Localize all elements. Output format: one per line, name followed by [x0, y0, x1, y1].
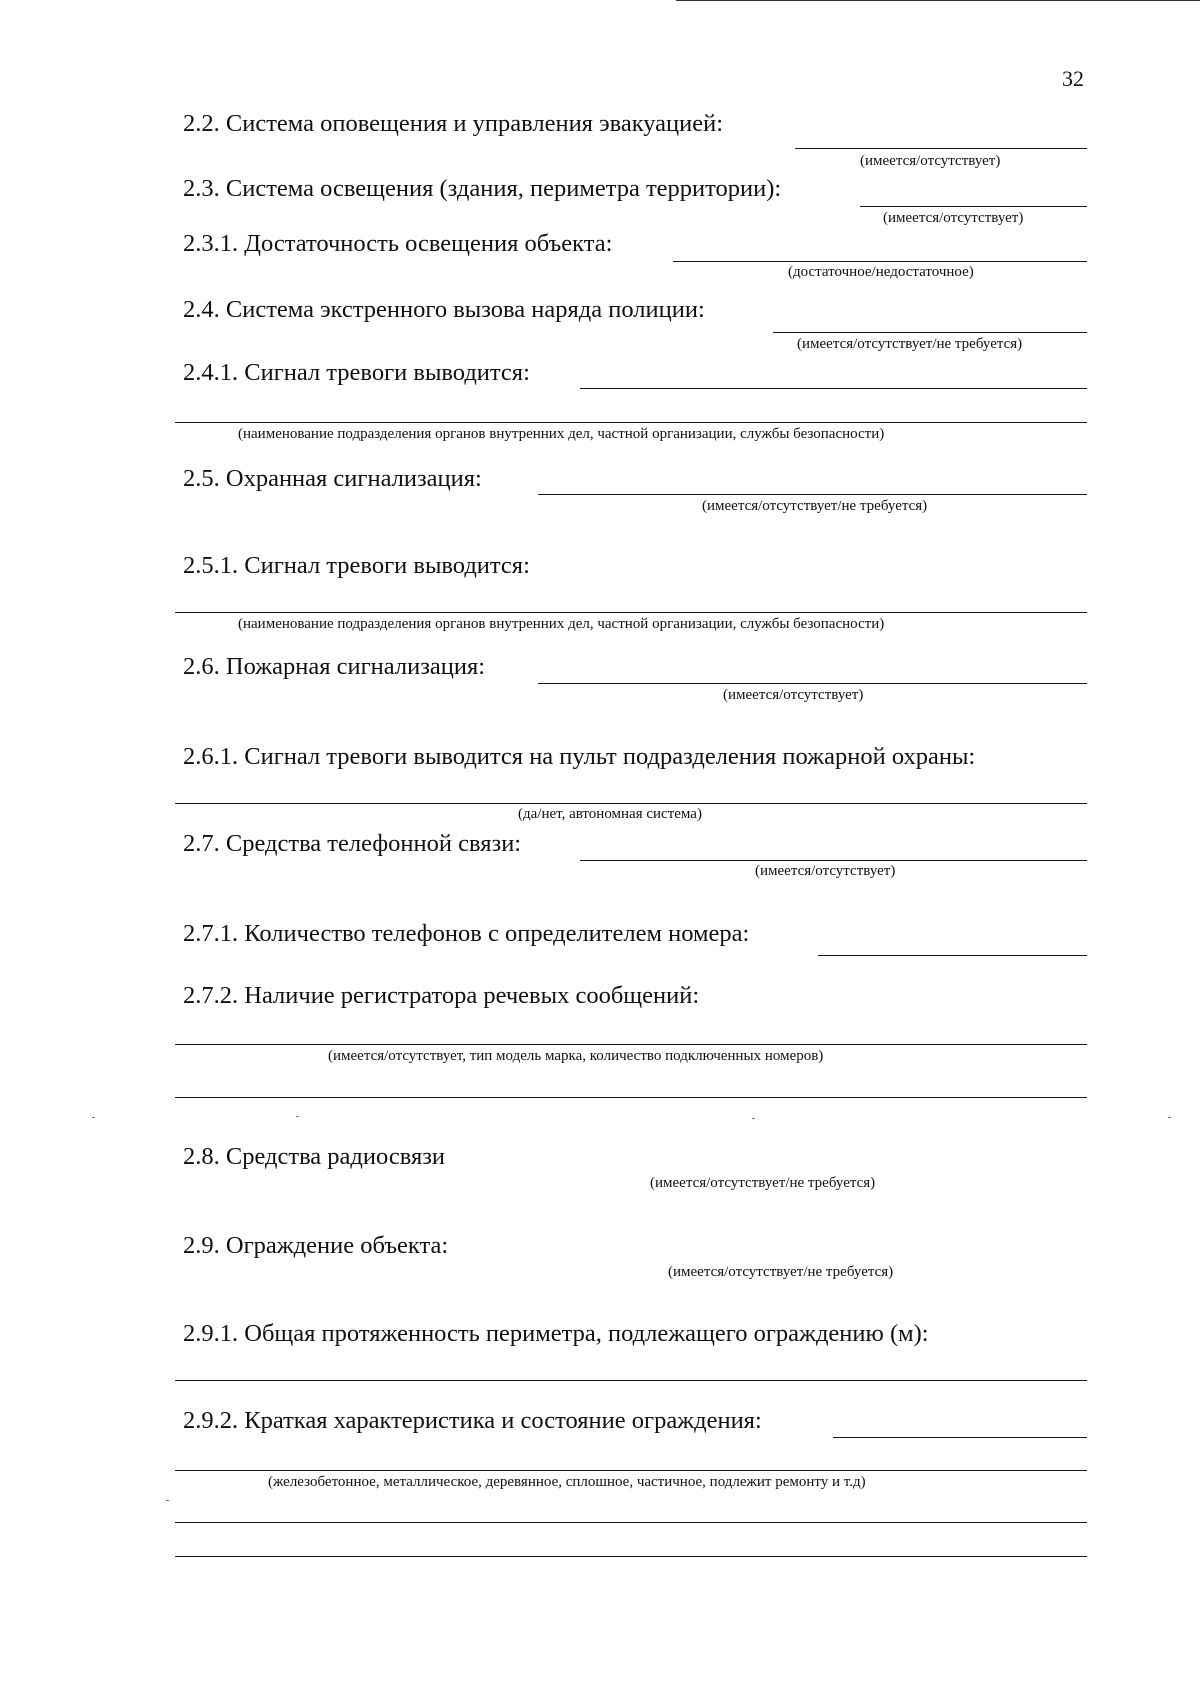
label-2-4-1: 2.4.1. Сигнал тревоги выводится: — [183, 359, 530, 386]
hint-2-4-1: (наименование подразделения органов внутренних дел, частной организации, службы безопасности) — [238, 426, 885, 442]
answer-line-2-7-2-full[interactable] — [175, 1044, 1087, 1045]
answer-line-2-4-1[interactable] — [580, 388, 1087, 389]
hint-2-5-1: (наименование подразделения органов внутренних дел, частной организации, службы безопасности) — [238, 616, 885, 632]
hint-2-4: (имеется/отсутствует/не требуется) — [797, 336, 1023, 352]
hint-2-7: (имеется/отсутствует) — [755, 863, 896, 879]
label-2-7-1: 2.7.1. Количество телефонов с определителем номера: — [183, 920, 750, 947]
answer-line-2-7-2-extra[interactable] — [175, 1097, 1087, 1098]
hint-2-6-1: (да/нет, автономная система) — [518, 806, 702, 822]
hint-2-9-2: (железобетонное, металлическое, деревянное, сплошное, частичное, подлежит ремонту и т.д) — [268, 1474, 866, 1490]
label-2-5: 2.5. Охранная сигнализация: — [183, 465, 482, 492]
label-2-8: 2.8. Средства радиосвязи — [183, 1143, 446, 1170]
answer-line-2-9-2-full[interactable] — [175, 1470, 1087, 1471]
label-2-9-1: 2.9.1. Общая протяженность периметра, подлежащего ограждению (м): — [183, 1320, 929, 1347]
answer-line-2-5-1-full[interactable] — [175, 612, 1087, 613]
scan-speck — [752, 1118, 755, 1119]
hint-2-8: (имеется/отсутствует/не требуется) — [650, 1175, 876, 1191]
answer-line-2-2[interactable] — [795, 148, 1087, 149]
answer-line-2-7[interactable] — [580, 860, 1087, 861]
hint-2-3: (имеется/отсутствует) — [883, 210, 1024, 226]
hint-2-2: (имеется/отсутствует) — [860, 153, 1001, 169]
label-2-9-2: 2.9.2. Краткая характеристика и состояние ограждения: — [183, 1407, 762, 1434]
label-2-9: 2.9. Ограждение объекта: — [183, 1232, 449, 1259]
answer-line-2-7-1[interactable] — [818, 955, 1087, 956]
scan-speck — [166, 1500, 169, 1501]
hint-2-6: (имеется/отсутствует) — [723, 687, 864, 703]
answer-line-2-6-1-full[interactable] — [175, 803, 1087, 804]
label-2-3: 2.3. Система освещения (здания, периметра территории): — [183, 175, 782, 202]
page-number: 32 — [1062, 66, 1084, 91]
answer-line-2-3-1[interactable] — [673, 261, 1087, 262]
label-2-7: 2.7. Средства телефонной связи: — [183, 830, 522, 857]
scan-speck — [296, 1116, 299, 1117]
hint-2-3-1: (достаточное/недостаточное) — [788, 264, 974, 280]
label-2-7-2: 2.7.2. Наличие регистратора речевых сообщений: — [183, 982, 700, 1009]
scan-speck — [92, 1117, 95, 1118]
label-2-6: 2.6. Пожарная сигнализация: — [183, 653, 486, 680]
label-2-2: 2.2. Система оповещения и управления эвакуацией: — [183, 110, 724, 137]
label-2-6-1: 2.6.1. Сигнал тревоги выводится на пульт подразделения пожарной охраны: — [183, 743, 976, 770]
label-2-3-1: 2.3.1. Достаточность освещения объекта: — [183, 230, 613, 257]
label-2-5-1: 2.5.1. Сигнал тревоги выводится: — [183, 552, 530, 579]
scan-speck — [1168, 1117, 1171, 1118]
answer-line-2-9-2[interactable] — [833, 1437, 1087, 1438]
top-edge-line — [676, 0, 1200, 1]
answer-line-2-9-1-full[interactable] — [175, 1380, 1087, 1381]
answer-line-2-9-2-extra-2[interactable] — [175, 1556, 1087, 1557]
answer-line-2-4-1-full[interactable] — [175, 422, 1087, 423]
hint-2-5: (имеется/отсутствует/не требуется) — [702, 498, 928, 514]
answer-line-2-6[interactable] — [538, 683, 1087, 684]
answer-line-2-3[interactable] — [860, 206, 1087, 207]
answer-line-2-4[interactable] — [773, 332, 1087, 333]
hint-2-7-2: (имеется/отсутствует, тип модель марка, количество подключенных номеров) — [328, 1048, 824, 1064]
answer-line-2-5[interactable] — [538, 494, 1087, 495]
hint-2-9: (имеется/отсутствует/не требуется) — [668, 1264, 894, 1280]
label-2-4: 2.4. Система экстренного вызова наряда полиции: — [183, 296, 705, 323]
answer-line-2-9-2-extra-1[interactable] — [175, 1522, 1087, 1523]
